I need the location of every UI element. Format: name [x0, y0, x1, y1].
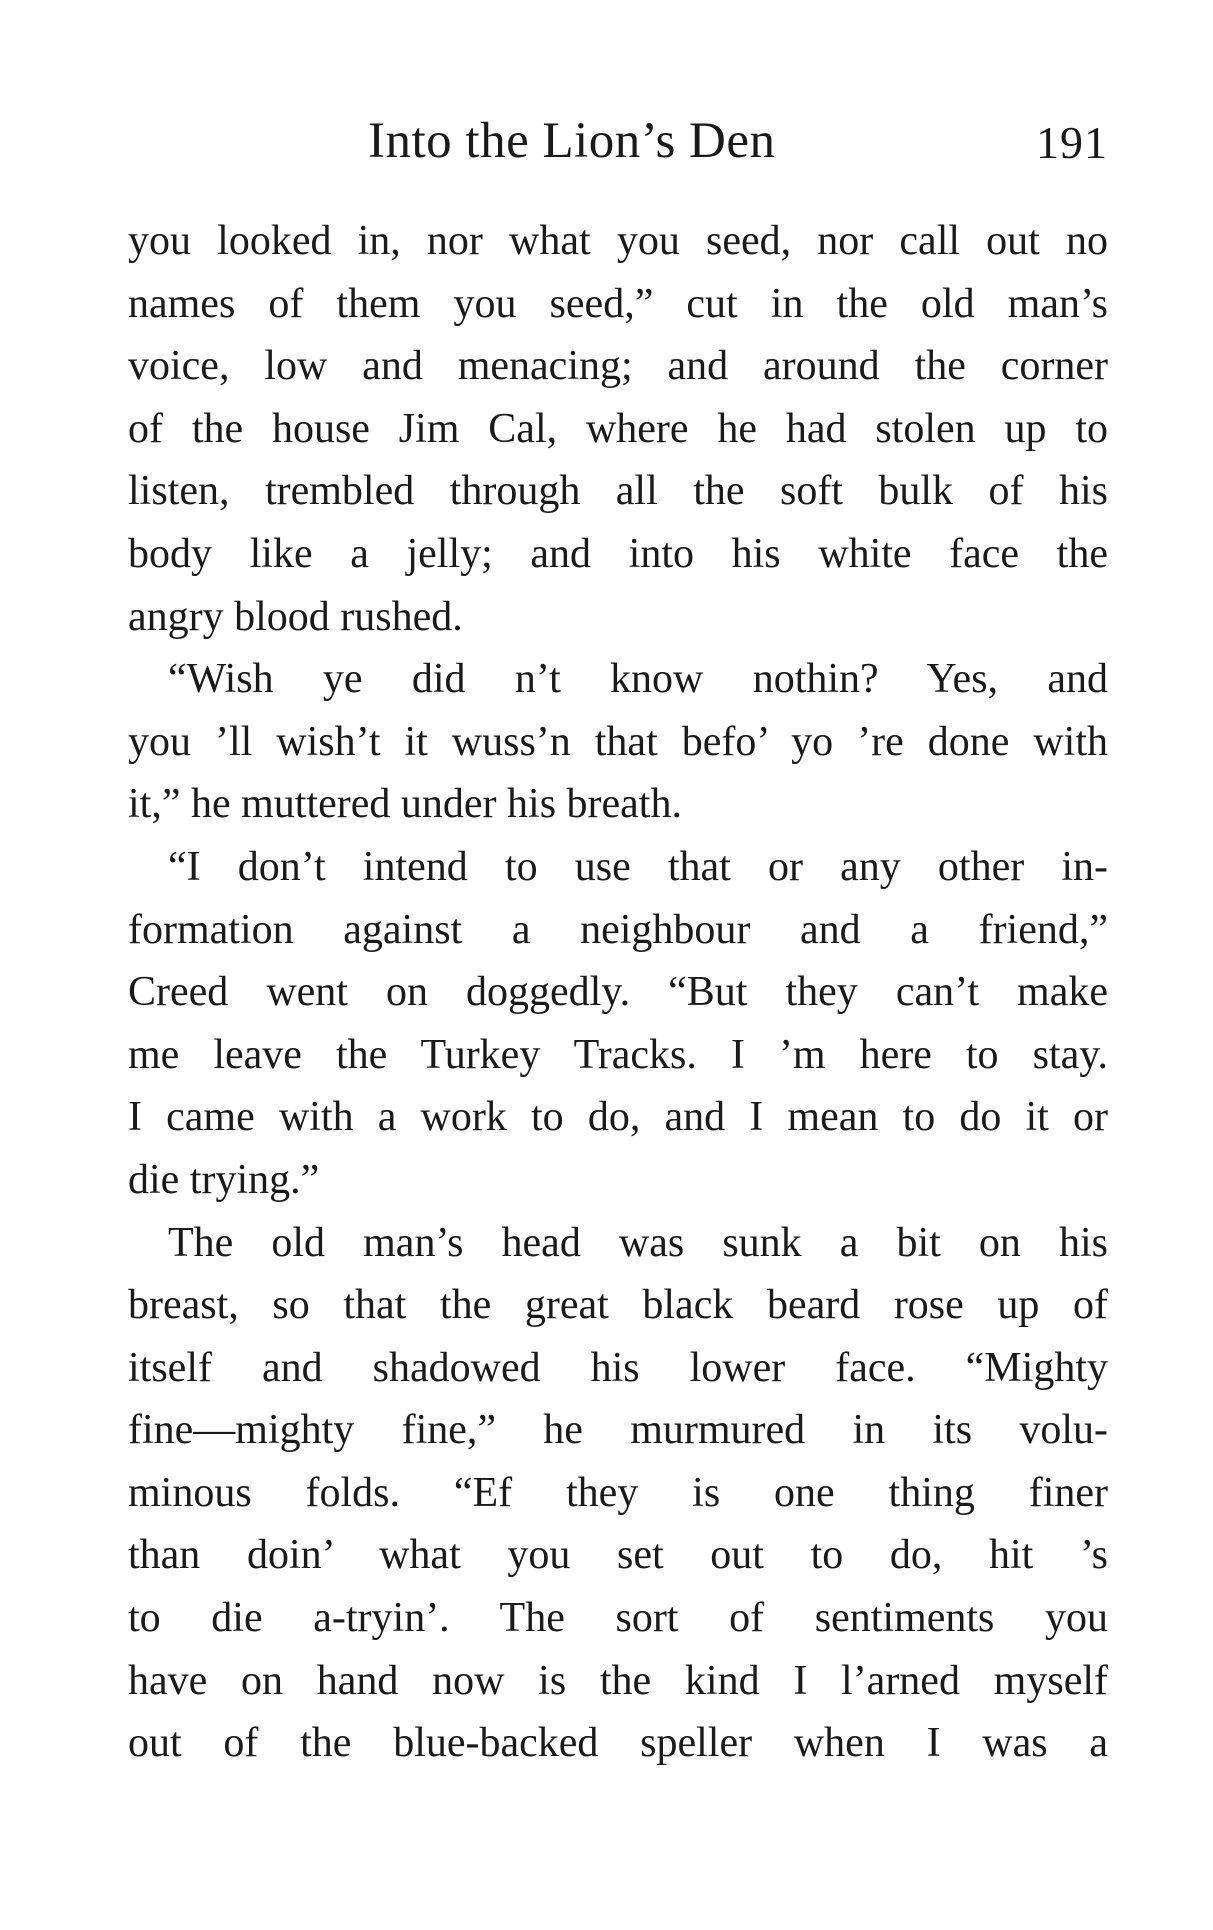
text-line: body like a jelly; and into his white face the	[128, 530, 1108, 577]
text-line: me leave the Turkey Tracks. I ’m here to stay.	[128, 1031, 1108, 1078]
text-line: listen, trembled through all the soft bulk of his	[128, 468, 1108, 515]
text-line: you ’ll wish’t it wuss’n that befo’ yo ’re done with	[128, 718, 1108, 765]
text-line: voice, low and menacing; and around the corner	[128, 343, 1108, 390]
text-line: breast, so that the great black beard rose up of	[128, 1282, 1108, 1329]
page-header	[128, 112, 1108, 198]
text-line: “I don’t intend to use that or any other in-	[168, 843, 1108, 890]
text-line: than doin’ what you set out to do, hit ’s	[128, 1532, 1108, 1579]
text-line: to die a-tryin’. The sort of sentiments you	[128, 1595, 1108, 1642]
text-line: fine—mighty fine,” he murmured in its volu-	[128, 1407, 1108, 1454]
text-line: of the house Jim Cal, where he had stolen up to	[128, 405, 1108, 452]
book-page	[128, 112, 1108, 1775]
page-number: 191	[1036, 117, 1108, 168]
text-line: angry blood rushed.	[128, 593, 463, 640]
text-line: have on hand now is the kind I l’arned myself	[128, 1657, 1108, 1704]
text-line: formation against a neighbour and a friend,”	[128, 906, 1108, 953]
body-text	[128, 210, 1108, 1775]
text-line: Creed went on doggedly. “But they can’t make	[128, 969, 1108, 1016]
text-line: you looked in, nor what you seed, nor call out no	[128, 218, 1108, 264]
text-line: die trying.”	[128, 1156, 320, 1203]
text-line: “Wish ye did n’t know nothin? Yes, and	[168, 656, 1108, 703]
text-line: minous folds. “Ef they is one thing finer	[128, 1469, 1108, 1516]
running-title: Into the Lion’s Den	[368, 113, 776, 169]
text-line: I came with a work to do, and I mean to do it or	[128, 1094, 1108, 1141]
text-line: it,” he muttered under his breath.	[128, 781, 682, 828]
text-line: The old man’s head was sunk a bit on his	[168, 1219, 1108, 1266]
text-line: itself and shadowed his lower face. “Mighty	[128, 1344, 1108, 1391]
text-line: names of them you seed,” cut in the old man’s	[128, 280, 1108, 327]
text-line: out of the blue-backed speller when I was a	[128, 1720, 1108, 1767]
